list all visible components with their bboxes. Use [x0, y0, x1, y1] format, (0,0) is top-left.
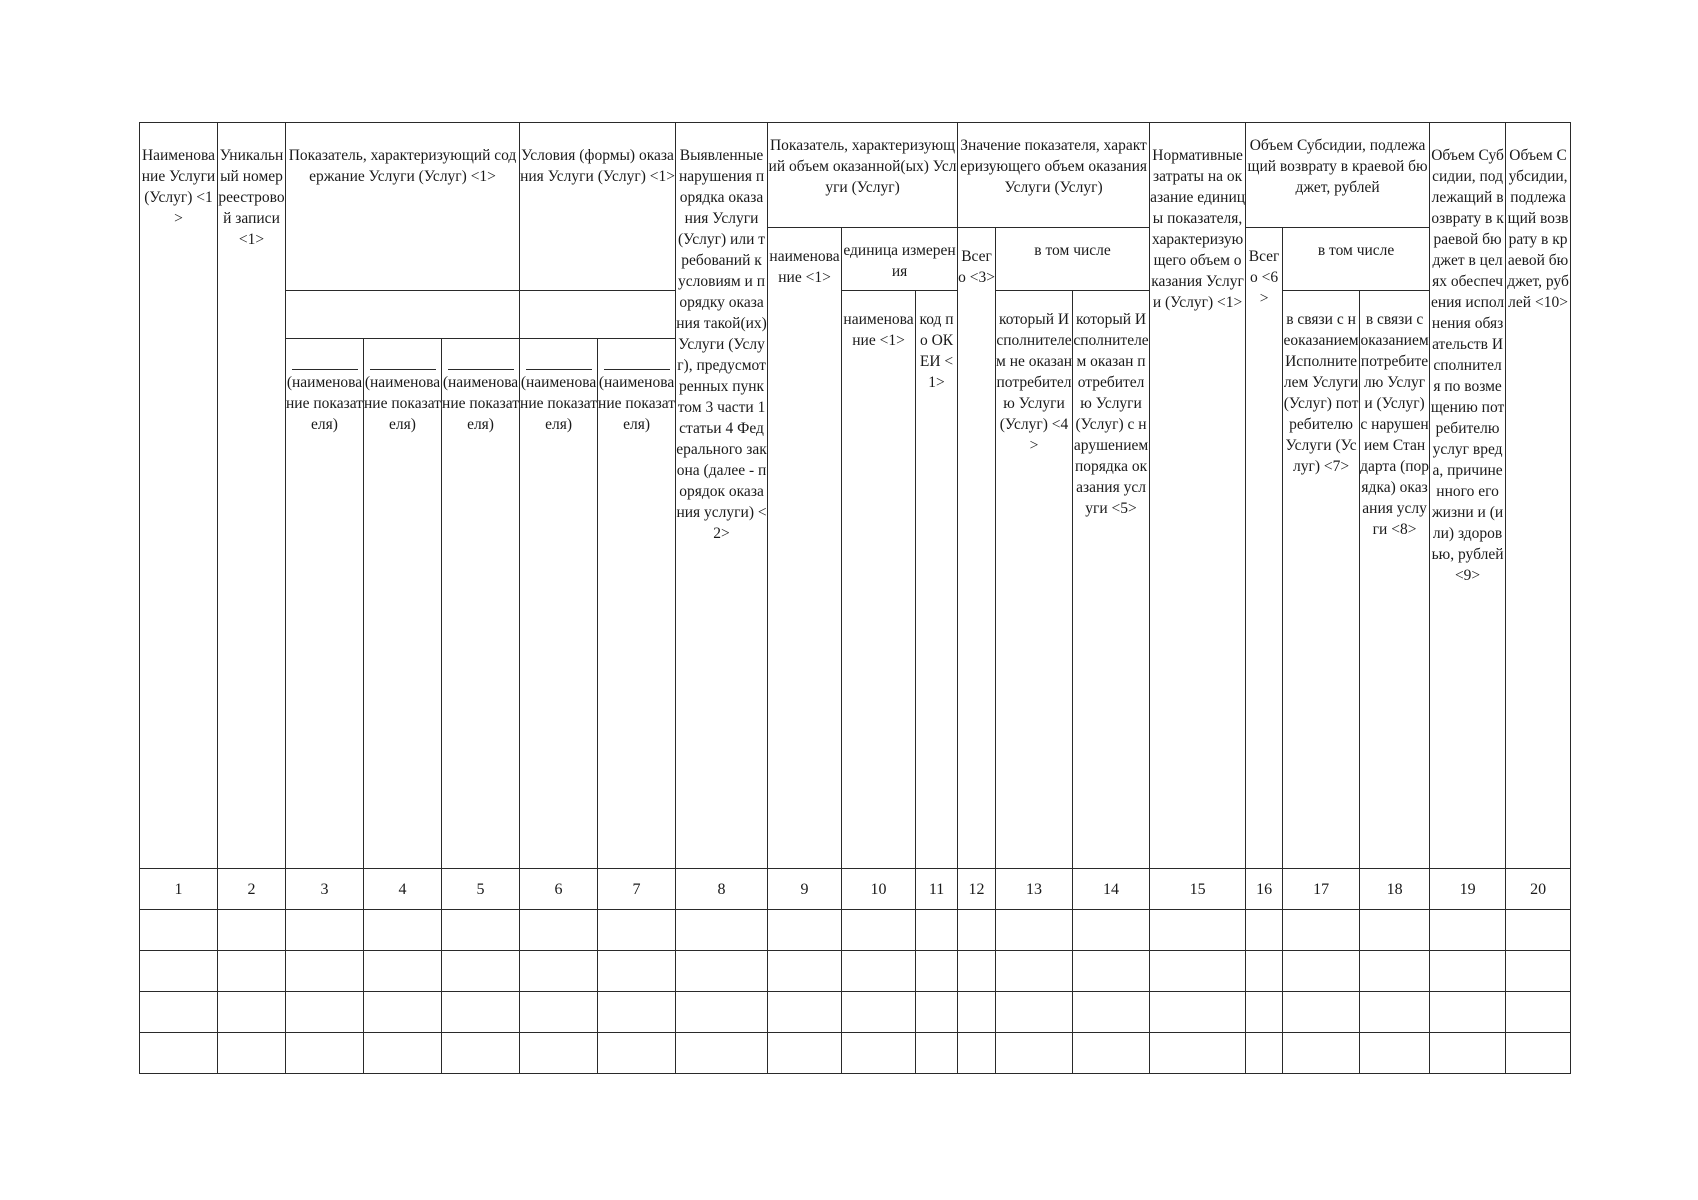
column-number: 15 [1150, 869, 1246, 910]
blank-underline [370, 369, 436, 370]
table-cell[interactable] [1246, 910, 1283, 951]
column-number-row [140, 869, 1571, 910]
column-number: 11 [916, 869, 958, 910]
table-cell[interactable] [286, 992, 364, 1033]
table-cell[interactable] [916, 910, 958, 951]
header-conditions-spacer [520, 291, 676, 339]
table-cell[interactable] [286, 1033, 364, 1074]
table-cell[interactable] [1283, 992, 1360, 1033]
column-number: 9 [768, 869, 842, 910]
table-cell[interactable] [1430, 1033, 1506, 1074]
table-cell[interactable] [916, 951, 958, 992]
table-cell[interactable] [218, 1033, 286, 1074]
table-cell[interactable] [1506, 910, 1571, 951]
header-return-violation: в связи с оказанием потребителю Услуги (Услуг) с нарушением Стандарта (порядка) оказания услуги <8> [1360, 291, 1430, 869]
table-cell[interactable] [520, 910, 598, 951]
table-cell[interactable] [218, 992, 286, 1033]
header-unit-of-measure: единица измерения [842, 228, 958, 291]
table-cell[interactable] [916, 1033, 958, 1074]
header-subsidy-return-damage: Объем Субсидии, подлежащий возврату в краевой бюджет в целях обеспечения исполнения обязательств Исполнителя по возмещению потребителю услуг вреда, причиненного его жизни и (или) здоровью, рублей <9> [1430, 123, 1506, 869]
header-content-indicator: Показатель, характеризующий содержание Услуги (Услуг) <1> [286, 123, 520, 291]
table-cell[interactable] [676, 1033, 768, 1074]
column-number: 18 [1360, 869, 1430, 910]
table-cell[interactable] [1150, 910, 1246, 951]
table-cell[interactable] [1073, 992, 1150, 1033]
table-cell[interactable] [1430, 951, 1506, 992]
column-number: 5 [442, 869, 520, 910]
table-cell[interactable] [520, 992, 598, 1033]
table-cell[interactable] [598, 951, 676, 992]
table-cell[interactable] [676, 992, 768, 1033]
header-provided-with-violation: который Исполнителем оказан потребителю Услуги (Услуг) с нарушением порядка оказания услуги <5> [1073, 291, 1150, 869]
header-violations: Выявленные нарушения порядка оказания Услуги (Услуг) или требований к условиям и порядку оказания такой(их) Услуги (Услуг), предусмотренных пунктом 3 части 1 статьи 4 Федерального закона (далее - порядок оказания услуги) <2> [676, 123, 768, 869]
table-cell[interactable] [520, 951, 598, 992]
blank-underline [604, 369, 670, 370]
table-cell[interactable] [598, 992, 676, 1033]
table-cell[interactable] [768, 992, 842, 1033]
column-number: 13 [996, 869, 1073, 910]
table-cell[interactable] [1430, 910, 1506, 951]
header-volume-indicator: Показатель, характеризующий объем оказанной(ых) Услуги (Услуг) [768, 123, 958, 228]
table-cell[interactable] [958, 910, 996, 951]
column-number: 10 [842, 869, 916, 910]
table-cell[interactable] [598, 910, 676, 951]
table-cell[interactable] [1073, 910, 1150, 951]
header-content-indicator-spacer [286, 291, 520, 339]
column-number: 6 [520, 869, 598, 910]
indicator-name-cell-7: (наименование показателя) [598, 339, 676, 869]
table-cell[interactable] [286, 951, 364, 992]
table-cell[interactable] [1506, 992, 1571, 1033]
column-number: 2 [218, 869, 286, 910]
table-cell[interactable] [1360, 910, 1430, 951]
column-number: 19 [1430, 869, 1506, 910]
header-indicator-name: наименование <1> [768, 228, 842, 869]
table-cell[interactable] [842, 992, 916, 1033]
column-number: 1 [140, 869, 218, 910]
table-cell[interactable] [364, 951, 442, 992]
table-row [140, 910, 1571, 951]
table-cell[interactable] [996, 951, 1073, 992]
column-number: 17 [1283, 869, 1360, 910]
header-normative-costs: Нормативные затраты на оказание единицы показателя, характеризующего объем оказания Услуги (Услуг) <1> [1150, 123, 1246, 869]
table-cell[interactable] [1150, 992, 1246, 1033]
column-number: 7 [598, 869, 676, 910]
table-cell[interactable] [140, 1033, 218, 1074]
table-cell[interactable] [598, 1033, 676, 1074]
table-cell[interactable] [958, 992, 996, 1033]
table-cell[interactable] [1246, 992, 1283, 1033]
table-cell[interactable] [442, 1033, 520, 1074]
header-not-provided: который Исполнителем не оказан потребителю Услуги (Услуг) <4> [996, 291, 1073, 869]
header-service-conditions: Условия (формы) оказания Услуги (Услуг) <1> [520, 123, 676, 291]
header-registry-number: Уникальный номер реестровой записи <1> [218, 123, 286, 869]
blank-underline [526, 369, 592, 370]
empty-data-rows [140, 910, 1571, 1074]
table-cell[interactable] [958, 1033, 996, 1074]
table-cell[interactable] [1246, 1033, 1283, 1074]
header-unit-name: наименование <1> [842, 291, 916, 869]
table-cell[interactable] [996, 992, 1073, 1033]
table-cell[interactable] [218, 951, 286, 992]
header-subsidy-return-total: Объем Субсидии, подлежащий возврату в краевой бюджет, рублей <10> [1506, 123, 1571, 869]
table-cell[interactable] [140, 992, 218, 1033]
column-number: 16 [1246, 869, 1283, 910]
table-cell[interactable] [520, 1033, 598, 1074]
indicator-name-cell-4: (наименование показателя) [364, 339, 442, 869]
table-cell[interactable] [140, 951, 218, 992]
table-cell[interactable] [364, 910, 442, 951]
column-number: 20 [1506, 869, 1571, 910]
table-cell[interactable] [1506, 1033, 1571, 1074]
table-row [140, 1033, 1571, 1074]
table-cell[interactable] [1283, 951, 1360, 992]
table-cell[interactable] [1506, 951, 1571, 992]
table-cell[interactable] [1073, 951, 1150, 992]
header-return-including: в том числе [1283, 228, 1430, 291]
indicator-name-cell-5: (наименование показателя) [442, 339, 520, 869]
table-cell[interactable] [768, 1033, 842, 1074]
table-cell[interactable] [842, 1033, 916, 1074]
column-number: 14 [1073, 869, 1150, 910]
blank-underline [292, 369, 358, 370]
table-cell[interactable] [1283, 1033, 1360, 1074]
table-cell[interactable] [842, 910, 916, 951]
table-cell[interactable] [958, 951, 996, 992]
table-cell[interactable] [1073, 1033, 1150, 1074]
table-cell[interactable] [1360, 951, 1430, 992]
subsidy-return-table [139, 122, 1571, 1074]
column-number: 3 [286, 869, 364, 910]
table-cell[interactable] [996, 1033, 1073, 1074]
header-value-total: Всего <3> [958, 228, 996, 869]
table-cell[interactable] [364, 992, 442, 1033]
table-cell[interactable] [218, 910, 286, 951]
indicator-name-cell-3: (наименование показателя) [286, 339, 364, 869]
table-cell[interactable] [442, 992, 520, 1033]
table-cell[interactable] [1430, 992, 1506, 1033]
header-subsidy-return: Объем Субсидии, подлежащий возврату в краевой бюджет, рублей [1246, 123, 1430, 228]
table-cell[interactable] [286, 910, 364, 951]
table-cell[interactable] [442, 951, 520, 992]
table-cell[interactable] [140, 910, 218, 951]
table-cell[interactable] [676, 951, 768, 992]
table-cell[interactable] [1150, 951, 1246, 992]
table-cell[interactable] [1150, 1033, 1246, 1074]
blank-underline [448, 369, 514, 370]
table-cell[interactable] [842, 951, 916, 992]
header-value-including: в том числе [996, 228, 1150, 291]
table-cell[interactable] [676, 910, 768, 951]
table-cell[interactable] [996, 910, 1073, 951]
header-service-name: Наименование Услуги (Услуг) <1> [140, 123, 218, 869]
table-row [140, 992, 1571, 1033]
report-form [139, 122, 1569, 1074]
table-cell[interactable] [364, 1033, 442, 1074]
header-return-not-provided: в связи с неоказанием Исполнителем Услуги (Услуг) потребителю Услуги (Услуг) <7> [1283, 291, 1360, 869]
header-okei-code: код по ОКЕИ <1> [916, 291, 958, 869]
indicator-name-cell-6: (наименование показателя) [520, 339, 598, 869]
table-cell[interactable] [768, 951, 842, 992]
column-number: 12 [958, 869, 996, 910]
table-cell[interactable] [1360, 1033, 1430, 1074]
column-number: 4 [364, 869, 442, 910]
table-cell[interactable] [768, 910, 842, 951]
table-cell[interactable] [1246, 951, 1283, 992]
column-number: 8 [676, 869, 768, 910]
table-cell[interactable] [442, 910, 520, 951]
header-return-total: Всего <6> [1246, 228, 1283, 869]
header-volume-value: Значение показателя, характеризующего объем оказания Услуги (Услуг) [958, 123, 1150, 228]
table-row [140, 951, 1571, 992]
table-cell[interactable] [1283, 910, 1360, 951]
table-cell[interactable] [916, 992, 958, 1033]
table-cell[interactable] [1360, 992, 1430, 1033]
